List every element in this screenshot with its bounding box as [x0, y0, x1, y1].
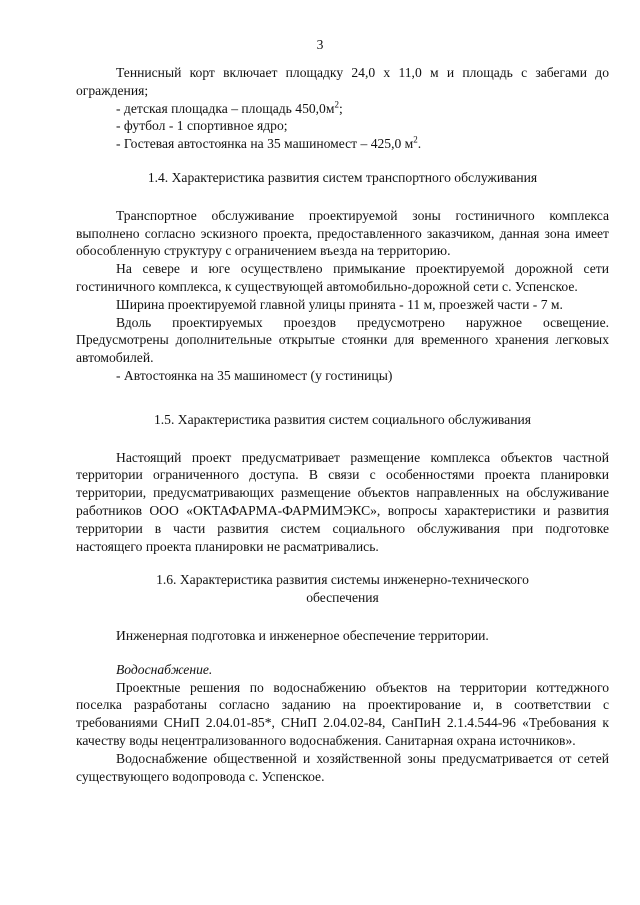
section-1-4-title: 1.4. Характеристика развития систем транспортного обслуживания — [147, 169, 538, 185]
body-paragraph: Инженерная подготовка и инженерное обеспечение территории. — [116, 627, 489, 643]
section-1-5-title: 1.5. Характеристика развития систем социального обслуживания — [153, 411, 531, 427]
list-item: - Гостевая автостоянка на 35 машиномест – 425,0 $м^2$. — [116, 134, 422, 152]
body-paragraph: Проектные решения по водоснабжению объектов на территории коттеджного поселка разработаны согласно заданию на проектирование и, в соответствии с требованиями СНиП 2.04.01-85*, СНиП 2.04.02-84, СанПиН 2.1.4.544-96 «Требования к качеству воды нецентрализованного водоснабжения. Санитарная охрана источников». — [76, 679, 609, 748]
page-content — [76, 64, 609, 785]
body-paragraph: На севере и юге осуществлено примыкание проектируемой дорожной сети гостиничного комплекса, к существующей автомобильно-дорожной сети с. Успенское. — [76, 261, 609, 294]
subheading-water-supply: Водоснабжение. — [116, 661, 213, 677]
body-paragraph: Настоящий проект предусматривает размещение комплекса объектов частной территории ограниченного доступа. В связи с особенностями проекта планировки территории, предусматривающих размещение объектов направленных на обслуживание работников ООО «ОКТАФАРМА-ФАРМИМЭКС», вопросы характеристики и развития территории в части развития систем социального обслуживания при подготовке настоящего проекта планировки не расматривались. — [76, 449, 609, 554]
body-paragraph: Вдоль проектируемых проездов предусмотрено наружное освещение. Предусмотрены дополнительные открытые стоянки для временного хранения легковых автомобилей. — [76, 314, 609, 366]
tennis-paragraph: Теннисный корт включает площадку 24,0 х 11,0 м и площадь с забегами до ограждения; — [76, 65, 609, 98]
body-paragraph: Водоснабжение общественной и хозяйственной зоны предусматривается от сетей существующего водопровода с. Успенское. — [76, 750, 609, 784]
page-number: 3 — [316, 37, 324, 52]
section-1-6-title: 1.6. Характеристика развития системы инженерно-технического обеспечения — [156, 572, 529, 606]
body-paragraph: Ширина проектируемой главной улицы принята - 11 м, проезжей части - 7 м. — [116, 296, 563, 312]
body-paragraph: Транспортное обслуживание проектируемой зоны гостиничного комплекса выполнено согласно эскизного проекта, предоставленного заказчиком, данная зона имеет обособленную структуру с ограничением въезда на территорию. — [76, 207, 609, 259]
list-item: - футбол - 1 спортивное ядро; — [116, 118, 288, 134]
list-item: - детская площадка – площадь $450,0м^2$; — [116, 99, 343, 116]
list-item: - Автостоянка на 35 машиномест (у гостиницы) — [116, 367, 393, 383]
